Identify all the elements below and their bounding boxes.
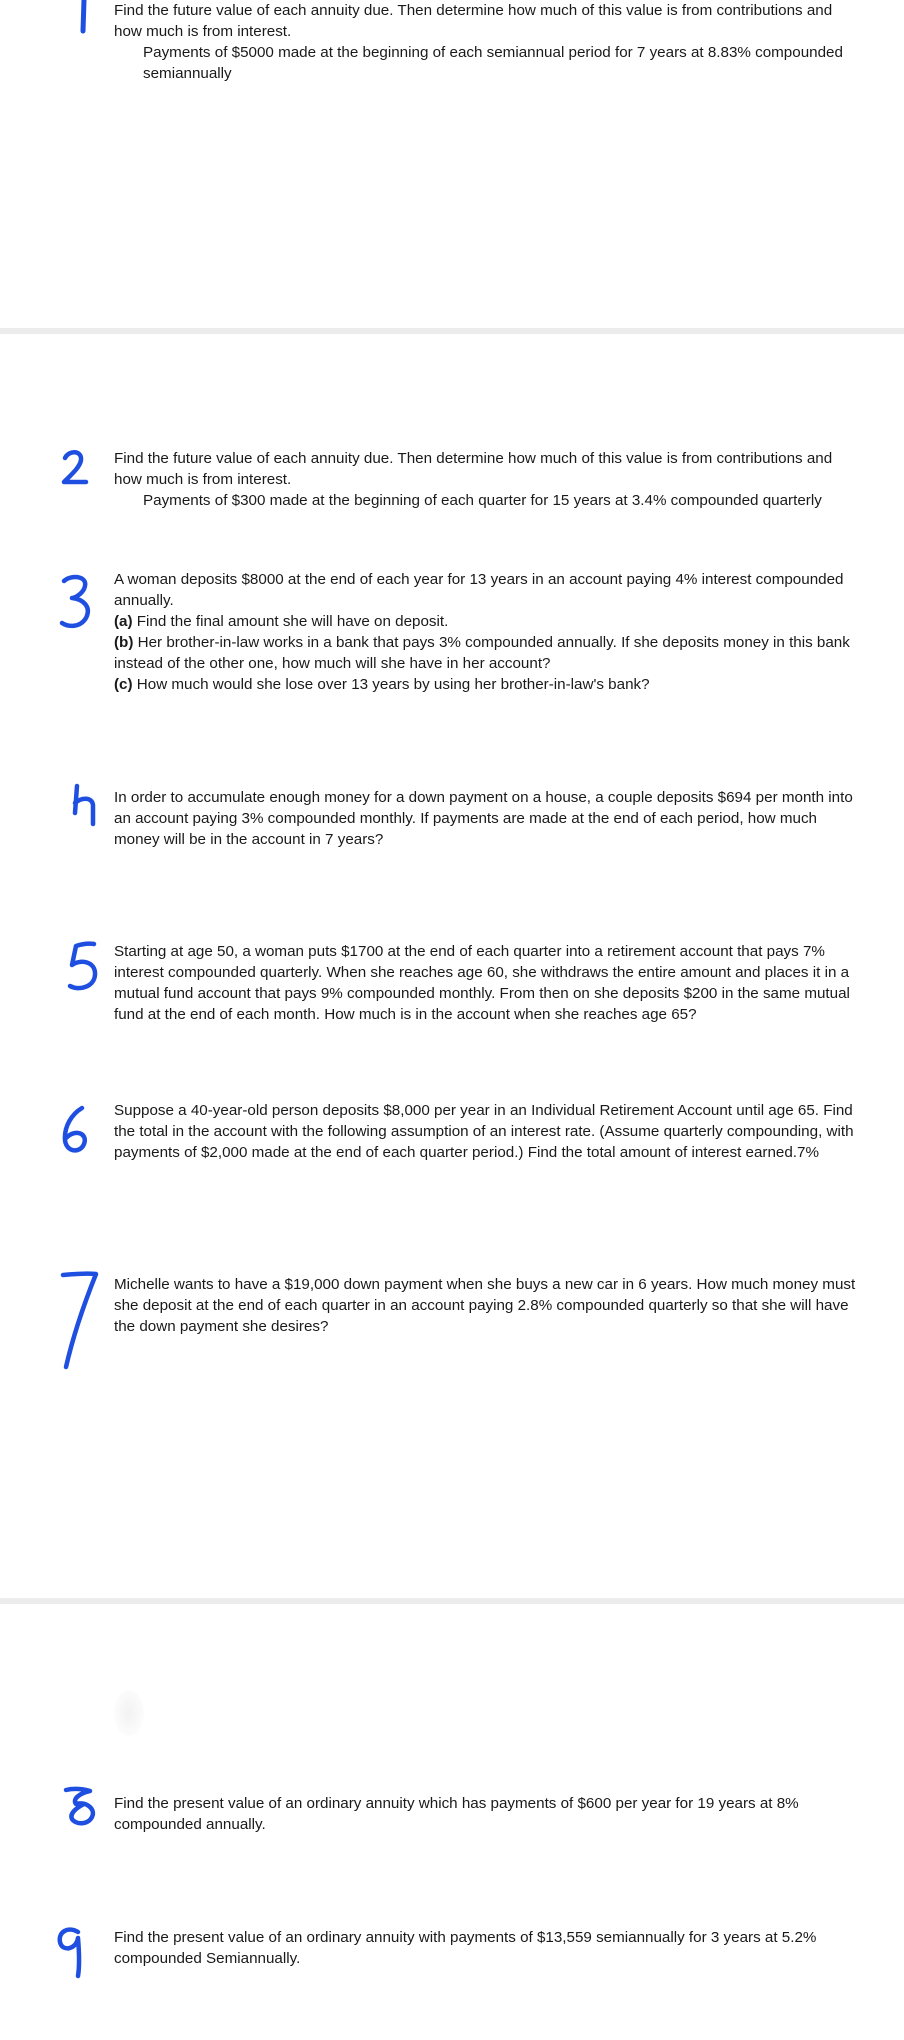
problem-3 <box>114 569 864 695</box>
scan-smudge <box>114 1690 144 1736</box>
problem-8 <box>114 1793 864 1835</box>
problem-4-text: In order to accumulate enough money for a down payment on a house, a couple deposits $694 per month into an account paying 3% compounded monthly. If payments are made at the end of each period, how much money will be in the account in 7 years? <box>114 789 853 848</box>
problem-9-text: Find the present value of an ordinary annuity with payments of $13,559 semiannually for 3 years at 5.2% compounded Semiannually. <box>114 1929 817 1967</box>
problem-3-part-b <box>114 632 864 674</box>
handwritten-number-5-icon <box>64 941 104 997</box>
handwritten-number-4-icon <box>72 785 104 825</box>
handwritten-number-9-icon <box>54 1926 90 1978</box>
problem-6 <box>114 1100 864 1163</box>
part-a-label: (a) <box>114 613 133 630</box>
problem-2-text: Find the future value of each annuity due. Then determine how much of this value is from contributions and how much is from interest. <box>114 450 833 488</box>
handwritten-number-7-icon <box>60 1272 100 1372</box>
part-a-text: Find the final amount she will have on deposit. <box>132 613 449 630</box>
problem-6-text: Suppose a 40-year-old person deposits $8,000 per year in an Individual Retirement Account until age 65. Find the total in the account with the following assumption of an interest rate. (Assume quarterly compounding, with payments of $2,000 made at the end of each quarter period.) Find the total amount of interest earned.7% <box>114 1102 854 1161</box>
part-c-label: (c) <box>114 676 133 693</box>
problem-5 <box>114 941 864 1025</box>
part-b-label: (b) <box>114 634 134 651</box>
problem-3-intro: A woman deposits $8000 at the end of each year for 13 years in an account paying 4% interest compounded annually. <box>114 571 844 609</box>
problem-5-text: Starting at age 50, a woman puts $1700 at the end of each quarter into a retirement account that pays 7% interest compounded quarterly. When she reaches age 60, she withdraws the entire amount and places it in a mutual fund account that pays 9% compounded monthly. From then on she deposits $200 in the same mutual fund at the end of each month. How much is in the account when she reaches age 65? <box>114 943 850 1023</box>
problem-7-text: Michelle wants to have a $19,000 down payment when she buys a new car in 6 years. How much money must she deposit at the end of each quarter in an account paying 2.8% compounded quarterly so that she will have the down payment she desires? <box>114 1276 856 1335</box>
problem-1-detail: Payments of $5000 made at the beginning of each semiannual period for 7 years at 8.83% compounded semiannually <box>143 44 843 82</box>
problem-3-part-c <box>114 674 864 695</box>
problem-2 <box>114 448 864 511</box>
handwritten-number-2-icon <box>60 449 100 489</box>
problem-9 <box>114 1927 864 1969</box>
problem-7 <box>114 1274 864 1337</box>
page-divider <box>0 1598 904 1604</box>
handwritten-number-1-icon <box>76 0 90 36</box>
handwritten-number-6-icon <box>60 1106 92 1156</box>
problem-8-text: Find the present value of an ordinary annuity which has payments of $600 per year for 19 years at 8% compounded annually. <box>114 1795 799 1833</box>
page-divider <box>0 328 904 334</box>
part-b-text: Her brother-in-law works in a bank that pays 3% compounded annually. If she deposits money in this bank instead of the other one, how much will she have in her account? <box>114 634 850 672</box>
problem-4 <box>114 787 864 850</box>
problem-1 <box>114 0 864 84</box>
part-c-text: How much would she lose over 13 years by using her brother-in-law's bank? <box>132 676 650 693</box>
handwritten-number-3-icon <box>60 573 100 633</box>
problem-3-part-a <box>114 611 864 632</box>
problem-2-detail: Payments of $300 made at the beginning of each quarter for 15 years at 3.4% compounded quarterly <box>143 492 822 509</box>
handwritten-number-8-icon <box>64 1787 104 1827</box>
problem-1-text: Find the future value of each annuity due. Then determine how much of this value is from contributions and how much is from interest. <box>114 2 833 40</box>
